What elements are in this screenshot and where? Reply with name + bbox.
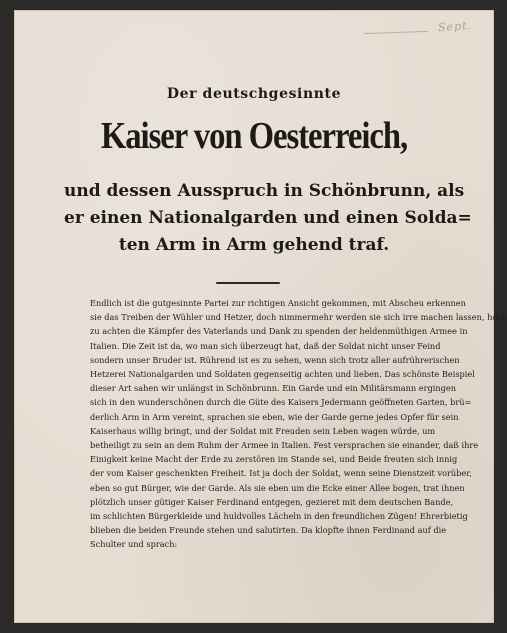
subtitle-line: und dessen Ausspruch in Schönbrunn, als	[64, 181, 465, 201]
divider-rule	[216, 282, 280, 284]
body-text	[90, 296, 507, 552]
body-line: zu achten die Kämpfer des Vaterlands und Dank zu spenden der heldenmüthigen Armee in	[90, 326, 468, 337]
document-page	[14, 10, 507, 623]
body-line: Kaiserhaus willig bringt, und der Soldat mit Freuden sein Leben wagen würde, um	[90, 425, 436, 436]
subtitle-line: er einen Nationalgarden und einen Solda=	[64, 208, 472, 228]
body-line: derlich Arm in Arm vereint, sprachen sie eben, wie der Garde gerne jedes Opfer für sein	[90, 411, 459, 422]
body-line: sondern unser Bruder ist. Rührend ist es zu sehen, wenn sich trotz aller aufrührerischen	[90, 354, 460, 365]
pencil-annotation: Sept.	[437, 18, 473, 35]
body-line: plötzlich unser gütiger Kaiser Ferdinand entgegen, gezieret mit dem deutschen Bande,	[90, 496, 454, 507]
pencil-stroke	[364, 31, 428, 34]
body-line: Endlich ist die gutgesinnte Partei zur richtigen Ansicht gekommen, mit Abscheu erkennen	[90, 298, 466, 308]
body-line: betheiligt zu sein an dem Ruhm der Armee in Italien. Fest versprachen sie einander, daß ihre	[90, 440, 479, 451]
body-line: Italien. Die Zeit ist da, wo man sich überzeugt hat, daß der Soldat nicht unser Feind	[90, 340, 441, 351]
subtitle	[64, 178, 472, 259]
heading-line-1: Der deutschgesinnte	[166, 86, 342, 102]
body-line: dieser Art sahen wir unlängst in Schönbrunn. Ein Garde und ein Militärsmann ergingen	[90, 383, 457, 394]
body-line: Einigkeit keine Macht der Erde zu zerstören im Stande sei, und Beide freuten sich innig	[90, 454, 458, 465]
body-line: der vom Kaiser geschenkten Freiheit. Ist ja doch der Soldat, wenn seine Dienstzeit vorüber,	[90, 468, 472, 479]
body-line: Hetzerei Nationalgarden und Soldaten gegenseitig achten und lieben. Das schönste Beispiel	[90, 369, 475, 380]
body-line: Schulter und sprach:	[90, 539, 178, 550]
body-line: im schlichten Bürgerkleide und huldvolles Lächeln in den freundlichen Zügen! Ehrerbietig	[90, 511, 468, 522]
body-line: eben so gut Bürger, wie der Garde. Als sie eben um die Ecke einer Allee bogen, trat ihnen	[90, 482, 465, 493]
body-line: blieben die beiden Freunde stehen und salutirten. Da klopfte ihnen Ferdinand auf die	[90, 525, 447, 536]
heading-main-title: Kaiser von Oesterreich,	[100, 115, 408, 157]
subtitle-line: ten Arm in Arm gehend traf.	[118, 235, 390, 255]
body-line: sie das Treiben der Wühler und Hetzer, doch nimmermehr werden sie sich irre machen lassen, hoch	[90, 312, 507, 323]
body-line: sich in den wunderschönen durch die Güte des Kaisers Jedermann geöffneten Garten, brü=	[90, 397, 472, 408]
